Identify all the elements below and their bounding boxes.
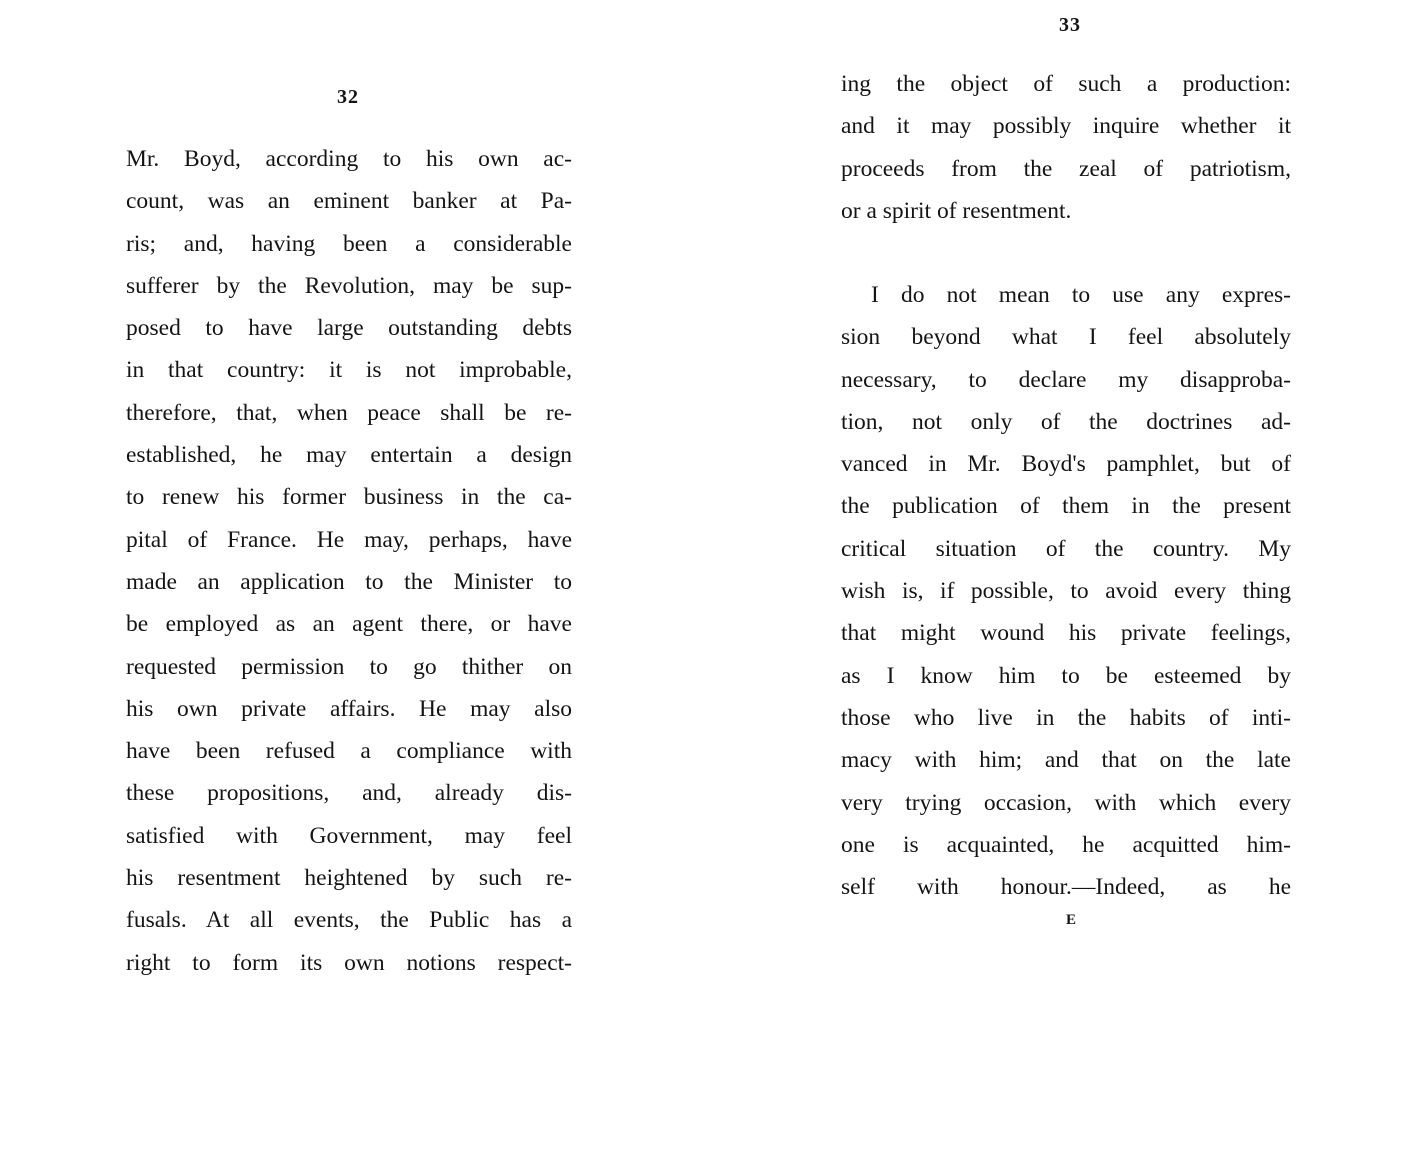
paragraph: [841, 274, 1291, 908]
text-line: as I know him to be esteemed by: [841, 662, 1291, 689]
text-line: sion beyond what I feel absolutely: [841, 324, 1291, 351]
text-line: I do not mean to use any expres-: [871, 282, 1291, 308]
text-line: proceeds from the zeal of patriotism,: [841, 155, 1291, 182]
text-line: the publication of them in the present: [841, 493, 1291, 520]
text-line: vanced in Mr. Boyd's pamphlet, but of: [841, 451, 1291, 478]
text-line: that might wound his private feelings,: [841, 620, 1291, 647]
text-line: and it may possibly inquire whether it: [841, 113, 1291, 140]
text-line: one is acquainted, he acquitted him-: [841, 831, 1291, 858]
text-line: fusals. At all events, the Public has a: [126, 907, 572, 934]
text-line: sufferer by the Revolution, may be sup-: [126, 272, 572, 299]
text-line: posed to have large outstanding debts: [126, 315, 572, 342]
text-line: macy with him; and that on the late: [841, 747, 1291, 774]
text-line: critical situation of the country. My: [841, 535, 1291, 562]
text-line: requested permission to go thither on: [126, 653, 572, 680]
text-line: ing the object of such a production:: [841, 71, 1291, 97]
text-line: count, was an eminent banker at Pa-: [126, 188, 572, 215]
text-line: made an application to the Minister to: [126, 568, 572, 595]
text-line: Mr. Boyd, according to his own ac-: [126, 146, 572, 172]
text-line: satisfied with Government, may feel: [126, 822, 572, 849]
left-page-text: [126, 138, 572, 984]
signature-mark: E: [1066, 912, 1077, 928]
text-line: necessary, to declare my disapproba-: [841, 366, 1291, 393]
right-page: [713, 0, 1427, 1167]
text-line: have been refused a compliance with: [126, 738, 572, 765]
text-line: pital of France. He may, perhaps, have: [126, 526, 572, 553]
text-line: be employed as an agent there, or have: [126, 611, 572, 638]
page-number: 33: [1059, 14, 1081, 36]
text-line: self with honour.—Indeed, as he: [841, 874, 1291, 901]
left-page: [0, 0, 713, 1167]
text-line: ris; and, having been a considerable: [126, 230, 572, 257]
text-line: his own private affairs. He may also: [126, 695, 572, 722]
text-line: those who live in the habits of inti-: [841, 704, 1291, 731]
text-line: very trying occasion, with which every: [841, 789, 1291, 816]
text-line: tion, not only of the doctrines ad-: [841, 408, 1291, 435]
text-line: in that country: it is not improbable,: [126, 357, 572, 384]
text-line: or a spirit of resentment.: [841, 197, 1072, 224]
text-line: these propositions, and, already dis-: [126, 780, 572, 807]
text-line: established, he may entertain a design: [126, 442, 572, 469]
page-number: 32: [337, 86, 359, 108]
text-line: right to form its own notions respect-: [126, 949, 572, 976]
text-line: his resentment heightened by such re-: [126, 865, 572, 892]
text-line: therefore, that, when peace shall be re-: [126, 399, 572, 426]
paragraph-continuation: [841, 63, 1291, 232]
text-line: wish is, if possible, to avoid every thing: [841, 578, 1291, 605]
text-line: to renew his former business in the ca-: [126, 484, 572, 511]
